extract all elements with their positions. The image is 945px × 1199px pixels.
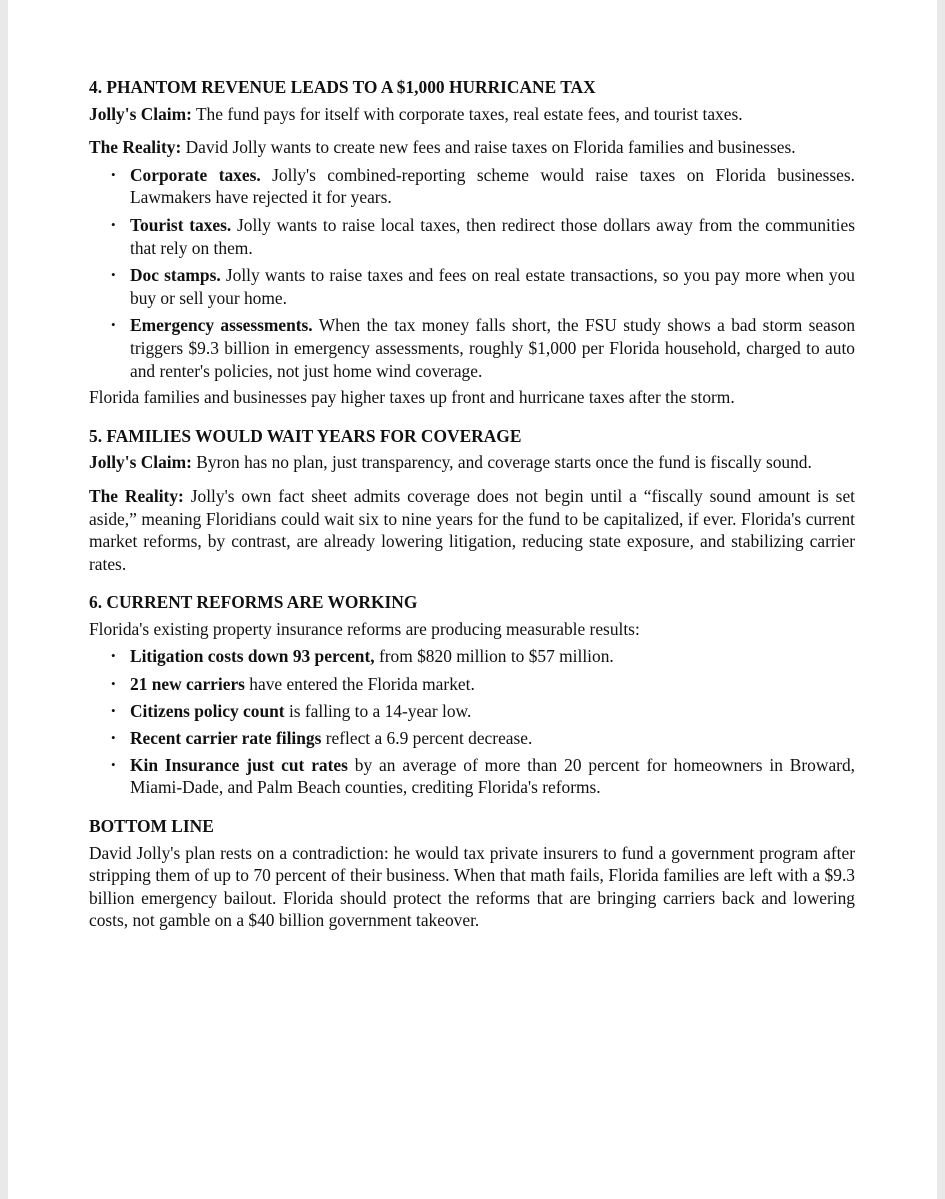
bullet-text: Jolly's combined-reporting scheme would raise taxes on Florida businesses. Lawmakers have rejected it for years.	[130, 164, 855, 208]
list-item	[89, 264, 855, 309]
reality-text: Jolly's own fact sheet admits coverage does not begin until a “fiscally sound amount is set aside,” meaning Floridians could wait six to nine years for the fund to be capitalized, if ever. Florida's current market reforms, by contrast, are already lowering litigation, reducing state exposure, and stabilizing carrier rates.	[89, 485, 855, 574]
bullet-lead: Corporate taxes.	[130, 164, 261, 185]
bullet-list	[89, 645, 855, 799]
bullet-text: Jolly wants to raise taxes and fees on real estate transactions, so you pay more when you buy or sell your home.	[130, 265, 855, 308]
bullet-lead: Recent carrier rate filings	[130, 727, 322, 748]
claim-paragraph	[89, 103, 855, 126]
bullet-icon: •	[111, 675, 116, 691]
list-item	[89, 314, 855, 382]
bullet-icon: •	[111, 729, 116, 745]
bullet-lead: Tourist taxes.	[130, 214, 232, 235]
section-5	[89, 425, 855, 576]
section-heading: BOTTOM LINE	[89, 816, 214, 837]
bottom-line-paragraph: David Jolly's plan rests on a contradiction: he would tax private insurers to fund a government program after stripping them of up to 70 percent of their business. When that math fails, Florida families are left with a $9.3 billion emergency bailout. Florida should protect the reforms that are bringing carriers back and lowering costs, not gamble on a $40 billion government takeover.	[89, 842, 855, 931]
closing-paragraph: Florida families and businesses pay higher taxes up front and hurricane taxes after the storm.	[89, 387, 735, 408]
bullet-text: When the tax money falls short, the FSU study shows a bad storm season triggers $9.3 billion in emergency assessments, roughly $1,000 per Florida household, charged to auto and renter's policies, not just home wind coverage.	[130, 315, 856, 381]
section-6	[89, 591, 855, 799]
bullet-lead: Doc stamps.	[130, 265, 221, 286]
claim-paragraph	[89, 451, 855, 474]
bullet-lead: Citizens policy count	[130, 700, 285, 721]
bullet-text: have entered the Florida market.	[244, 673, 475, 694]
bullet-icon: •	[111, 702, 116, 718]
list-item	[89, 754, 855, 799]
list-item	[89, 727, 855, 750]
document-body	[89, 76, 855, 932]
bullet-icon: •	[111, 166, 116, 182]
section-4	[89, 76, 855, 409]
bullet-icon: •	[111, 756, 116, 772]
reality-paragraph	[89, 136, 855, 159]
bullet-lead: Litigation costs down 93 percent,	[130, 646, 375, 667]
reality-label: The Reality:	[89, 137, 182, 158]
bullet-icon: •	[111, 317, 116, 333]
list-item	[89, 645, 855, 668]
list-item	[89, 164, 855, 209]
bullet-text: Jolly wants to raise local taxes, then redirect those dollars away from the communities that rely on them.	[130, 214, 856, 258]
list-item	[89, 214, 855, 259]
bullet-lead: Kin Insurance just cut rates	[130, 754, 348, 775]
claim-text: Byron has no plan, just transparency, and coverage starts once the fund is fiscally sound.	[191, 452, 812, 473]
bullet-icon: •	[111, 267, 116, 283]
reality-text: David Jolly wants to create new fees and raise taxes on Florida families and businesses.	[181, 137, 796, 158]
reality-label: The Reality:	[89, 485, 184, 506]
claim-label: Jolly's Claim:	[89, 452, 192, 473]
section-heading: 6. CURRENT REFORMS ARE WORKING	[89, 592, 418, 613]
bullet-text: by an average of more than 20 percent for homeowners in Broward, Miami-Dade, and Palm Beach counties, crediting Florida's reforms.	[130, 754, 855, 798]
bullet-text: from $820 million to $57 million.	[374, 646, 614, 667]
list-item	[89, 700, 855, 723]
section-bottom-line	[89, 815, 855, 932]
reality-paragraph	[89, 485, 855, 575]
bullet-text: reflect a 6.9 percent decrease.	[321, 727, 533, 748]
bullet-lead: 21 new carriers	[130, 673, 245, 694]
bullet-list	[89, 164, 855, 382]
section-heading: 4. PHANTOM REVENUE LEADS TO A $1,000 HURRICANE TAX	[89, 77, 596, 97]
claim-text: The fund pays for itself with corporate taxes, real estate fees, and tourist taxes.	[191, 103, 743, 124]
bullet-icon: •	[111, 216, 116, 232]
intro-paragraph: Florida's existing property insurance reforms are producing measurable results:	[89, 618, 640, 639]
list-item	[89, 673, 855, 696]
bullet-icon: •	[111, 648, 116, 664]
bullet-text: is falling to a 14-year low.	[284, 700, 472, 721]
claim-label: Jolly's Claim:	[89, 103, 192, 124]
document-page	[8, 0, 937, 1199]
bullet-lead: Emergency assessments.	[130, 315, 313, 336]
section-heading: 5. FAMILIES WOULD WAIT YEARS FOR COVERAGE	[89, 425, 522, 446]
